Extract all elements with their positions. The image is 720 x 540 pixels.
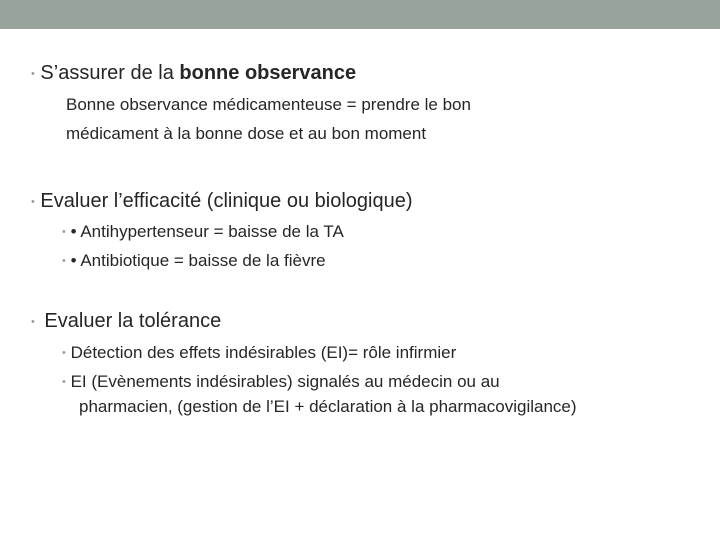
heading-text: Evaluer la tolérance [44,310,222,332]
bullet-icon: • [62,255,66,267]
tolerance-item-1 [62,343,456,363]
item-text: • Antihypertenseur = baisse de la TA [70,222,344,241]
bullet-icon: • [31,68,35,80]
item-text: • Antibiotique = baisse de la fièvre [70,251,326,270]
section-heading-tolerance [31,310,221,333]
bullet-icon: • [31,196,35,208]
efficacite-item-2 [62,251,326,271]
item-text: Détection des effets indésirables (EI)= rôle infirmier [70,343,457,362]
bullet-icon: • [31,316,35,328]
tolerance-item-2-continuation: pharmacien, (gestion de l’EI + déclaration à la pharmacovigilance) [79,397,577,416]
heading-bold-text: bonne observance [179,62,357,84]
bullet-icon: • [62,347,66,359]
item-text: EI (Evènements indésirables) signalés au médecin ou au [70,372,500,391]
observance-definition-line-2: médicament à la bonne dose et au bon moment [66,124,427,143]
observance-definition-line-1: Bonne observance médicamenteuse = prendre le bon [66,95,471,114]
bullet-icon: • [62,226,66,238]
tolerance-item-2 [62,372,500,392]
heading-text: S’assurer de la [40,62,180,84]
section-heading-observance [31,62,356,85]
bullet-icon: • [62,376,66,388]
efficacite-item-1 [62,222,344,242]
section-heading-efficacite [31,190,413,213]
heading-text: Evaluer l’efficacité (clinique ou biologique) [40,190,413,212]
